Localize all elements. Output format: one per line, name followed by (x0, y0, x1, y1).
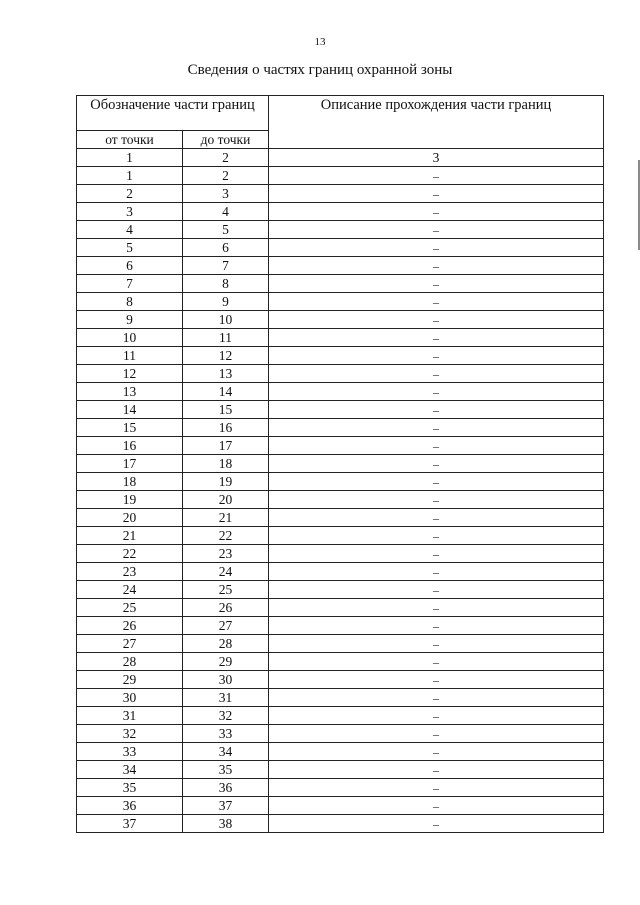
table-row (77, 671, 604, 689)
description-cell: – (269, 221, 604, 239)
table-row (77, 509, 604, 527)
table-row (77, 581, 604, 599)
table-row (77, 311, 604, 329)
to-point-cell: 12 (183, 347, 269, 365)
from-point-cell: 12 (77, 365, 183, 383)
from-point-cell: 24 (77, 581, 183, 599)
description-cell: – (269, 725, 604, 743)
table-row (77, 815, 604, 833)
from-point-cell: 33 (77, 743, 183, 761)
to-point-cell: 8 (183, 275, 269, 293)
from-point-cell: 25 (77, 599, 183, 617)
to-point-cell: 33 (183, 725, 269, 743)
to-point-cell: 5 (183, 221, 269, 239)
description-cell: – (269, 239, 604, 257)
table-row (77, 365, 604, 383)
to-point-cell: 16 (183, 419, 269, 437)
to-point-cell: 30 (183, 671, 269, 689)
from-point-cell: 5 (77, 239, 183, 257)
description-cell: – (269, 815, 604, 833)
to-point-cell: 26 (183, 599, 269, 617)
from-point-cell: 1 (77, 167, 183, 185)
to-point-cell: 23 (183, 545, 269, 563)
from-point-cell: 26 (77, 617, 183, 635)
description-cell: – (269, 473, 604, 491)
table-row (77, 185, 604, 203)
description-cell: – (269, 707, 604, 725)
from-point-cell: 30 (77, 689, 183, 707)
to-point-cell: 19 (183, 473, 269, 491)
from-point-cell: 16 (77, 437, 183, 455)
from-point-cell: 36 (77, 797, 183, 815)
table-row (77, 473, 604, 491)
table-row (77, 257, 604, 275)
from-point-cell: 23 (77, 563, 183, 581)
to-point-cell: 37 (183, 797, 269, 815)
from-point-cell: 32 (77, 725, 183, 743)
description-cell: – (269, 167, 604, 185)
from-point-cell: 31 (77, 707, 183, 725)
to-point-cell: 29 (183, 653, 269, 671)
table-row (77, 779, 604, 797)
group-header: Обозначение части границ (77, 96, 269, 131)
table-row (77, 689, 604, 707)
table-row (77, 383, 604, 401)
description-cell: – (269, 545, 604, 563)
table-row (77, 347, 604, 365)
to-point-cell: 7 (183, 257, 269, 275)
from-point-cell: 10 (77, 329, 183, 347)
description-cell: – (269, 257, 604, 275)
from-point-cell: 8 (77, 293, 183, 311)
from-point-cell: 4 (77, 221, 183, 239)
description-cell: – (269, 293, 604, 311)
table-row (77, 329, 604, 347)
description-cell: – (269, 743, 604, 761)
from-point-cell: 22 (77, 545, 183, 563)
from-point-cell: 18 (77, 473, 183, 491)
table-row (77, 527, 604, 545)
from-point-cell: 20 (77, 509, 183, 527)
description-cell: – (269, 761, 604, 779)
to-point-cell: 38 (183, 815, 269, 833)
from-point-cell: 35 (77, 779, 183, 797)
from-point-cell: 14 (77, 401, 183, 419)
description-cell: – (269, 797, 604, 815)
table-row (77, 743, 604, 761)
description-cell: – (269, 599, 604, 617)
table-row (77, 455, 604, 473)
description-cell: – (269, 419, 604, 437)
from-point-cell: 9 (77, 311, 183, 329)
table-row (77, 275, 604, 293)
table-row (77, 761, 604, 779)
from-point-cell: 27 (77, 635, 183, 653)
description-cell: – (269, 401, 604, 419)
to-point-cell: 31 (183, 689, 269, 707)
from-point-cell: 29 (77, 671, 183, 689)
column-number-1: 1 (77, 149, 183, 167)
table-row (77, 293, 604, 311)
to-point-cell: 4 (183, 203, 269, 221)
from-point-cell: 28 (77, 653, 183, 671)
to-point-cell: 28 (183, 635, 269, 653)
table-row (77, 617, 604, 635)
to-point-cell: 13 (183, 365, 269, 383)
description-cell: – (269, 437, 604, 455)
description-cell: – (269, 455, 604, 473)
to-point-cell: 11 (183, 329, 269, 347)
table-row (77, 167, 604, 185)
from-point-cell: 19 (77, 491, 183, 509)
to-point-cell: 22 (183, 527, 269, 545)
to-point-cell: 27 (183, 617, 269, 635)
to-point-cell: 20 (183, 491, 269, 509)
page-number: 13 (314, 36, 326, 48)
description-cell: – (269, 617, 604, 635)
to-point-cell: 10 (183, 311, 269, 329)
description-cell: – (269, 635, 604, 653)
table-body (77, 167, 604, 833)
table-row (77, 797, 604, 815)
to-point-header: до точки (183, 131, 269, 149)
column-number-2: 2 (183, 149, 269, 167)
description-cell: – (269, 563, 604, 581)
description-header: Описание прохождения части границ (269, 96, 604, 149)
from-point-cell: 17 (77, 455, 183, 473)
description-cell: – (269, 581, 604, 599)
column-number-3: 3 (269, 149, 604, 167)
from-point-header: от точки (77, 131, 183, 149)
description-cell: – (269, 671, 604, 689)
table-row (77, 545, 604, 563)
from-point-cell: 7 (77, 275, 183, 293)
description-cell: – (269, 383, 604, 401)
description-cell: – (269, 329, 604, 347)
to-point-cell: 32 (183, 707, 269, 725)
to-point-cell: 3 (183, 185, 269, 203)
table-row (77, 599, 604, 617)
to-point-cell: 24 (183, 563, 269, 581)
table-row (77, 635, 604, 653)
description-cell: – (269, 203, 604, 221)
boundary-parts-table (76, 95, 604, 833)
to-point-cell: 18 (183, 455, 269, 473)
from-point-cell: 37 (77, 815, 183, 833)
description-cell: – (269, 779, 604, 797)
table-row (77, 419, 604, 437)
table-row (77, 725, 604, 743)
table-row (77, 563, 604, 581)
description-cell: – (269, 311, 604, 329)
table-row (77, 707, 604, 725)
description-cell: – (269, 527, 604, 545)
to-point-cell: 2 (183, 167, 269, 185)
to-point-cell: 17 (183, 437, 269, 455)
table-row (77, 239, 604, 257)
from-point-cell: 15 (77, 419, 183, 437)
to-point-cell: 34 (183, 743, 269, 761)
to-point-cell: 25 (183, 581, 269, 599)
description-cell: – (269, 185, 604, 203)
page-title: Сведения о частях границ охранной зоны (187, 62, 453, 78)
to-point-cell: 9 (183, 293, 269, 311)
from-point-cell: 21 (77, 527, 183, 545)
from-point-cell: 6 (77, 257, 183, 275)
to-point-cell: 6 (183, 239, 269, 257)
from-point-cell: 2 (77, 185, 183, 203)
table-row (77, 221, 604, 239)
description-cell: – (269, 491, 604, 509)
to-point-cell: 35 (183, 761, 269, 779)
description-cell: – (269, 365, 604, 383)
from-point-cell: 34 (77, 761, 183, 779)
table-row (77, 437, 604, 455)
description-cell: – (269, 509, 604, 527)
from-point-cell: 13 (77, 383, 183, 401)
to-point-cell: 21 (183, 509, 269, 527)
table-row (77, 653, 604, 671)
to-point-cell: 14 (183, 383, 269, 401)
description-cell: – (269, 275, 604, 293)
table-row (77, 491, 604, 509)
to-point-cell: 36 (183, 779, 269, 797)
description-cell: – (269, 347, 604, 365)
to-point-cell: 15 (183, 401, 269, 419)
from-point-cell: 11 (77, 347, 183, 365)
description-cell: – (269, 689, 604, 707)
table-row (77, 401, 604, 419)
from-point-cell: 3 (77, 203, 183, 221)
description-cell: – (269, 653, 604, 671)
table-row (77, 203, 604, 221)
